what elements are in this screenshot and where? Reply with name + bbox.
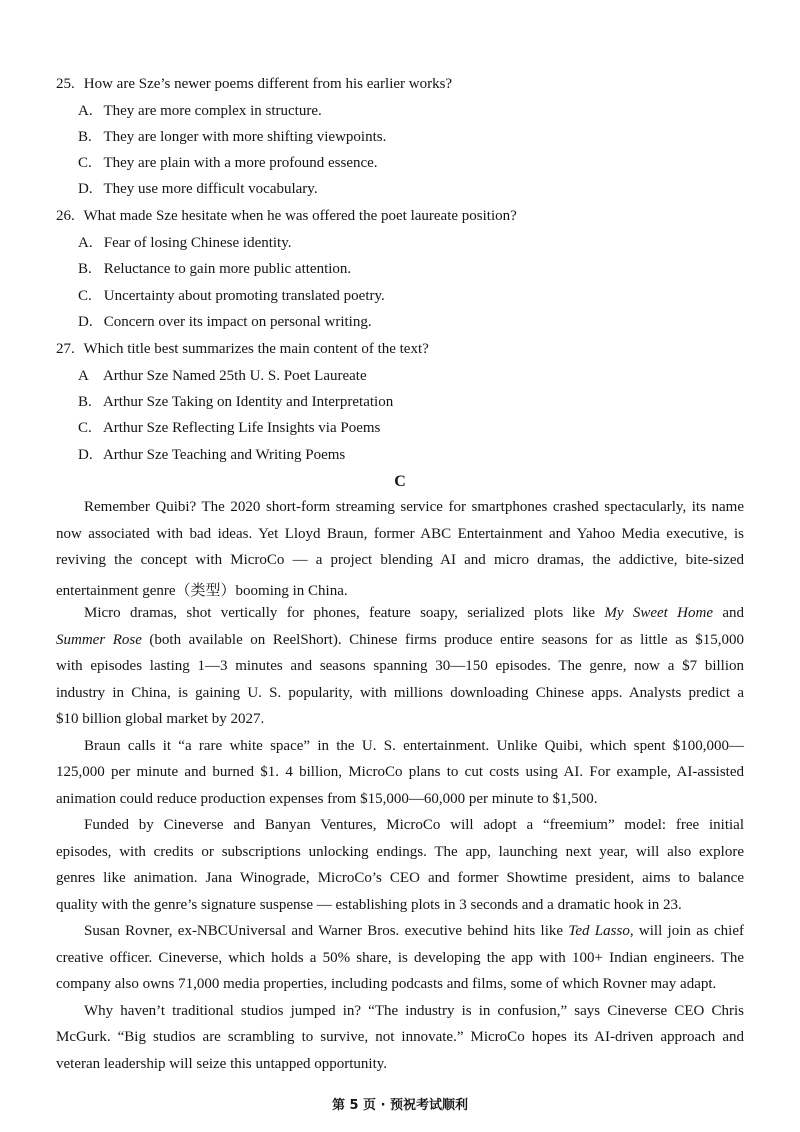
option-27d: D. Arthur Sze Teaching and Writing Poems: [78, 447, 346, 463]
passage-p1-line3: reviving the concept with MicroCo — a project blending AI and micro dramas, the addictive, bite-sized: [56, 552, 744, 568]
question-text: What made Sze hesitate when he was offered the poet laureate position?: [83, 208, 517, 224]
question-number: 26.: [56, 208, 75, 224]
option-25a: A. They are more complex in structure.: [78, 103, 322, 119]
passage-p5-line3: company also owns 71,000 media properties, including podcasts and films, some of which Rovner may adapt.: [56, 976, 717, 992]
drama-title: Summer Rose: [56, 632, 142, 648]
passage-p2-line3: with episodes lasting 1—3 minutes and seasons spanning 30—150 episodes. The genre, now a $7 billion: [56, 658, 744, 674]
option-26b: B. Reluctance to gain more public attention.: [78, 261, 352, 277]
passage-p2-line1: Micro dramas, shot vertically for phones, feature soapy, serialized plots like My Sweet Home and: [84, 605, 744, 621]
question-number: 27.: [56, 341, 75, 357]
section-heading: C: [394, 473, 406, 490]
passage-p2-line4: industry in China, is gaining U. S. popularity, with millions downloading Chinese apps. Analysts predict a: [56, 685, 744, 701]
passage-p5-line1: Susan Rovner, ex-NBCUniversal and Warner Bros. executive behind hits like Ted Lasso, will join as chief: [84, 923, 745, 939]
passage-p4-line4: quality with the genre’s signature suspense — establishing plots in 3 seconds and a dramatic hook in 23.: [56, 897, 682, 913]
passage-p1-line1: Remember Quibi? The 2020 short-form streaming service for smartphones crashed spectacularly, its name: [84, 499, 744, 515]
option-27b: B. Arthur Sze Taking on Identity and Interpretation: [78, 394, 394, 410]
passage-p2-line2: Summer Rose (both available on ReelShort). Chinese firms produce entire seasons for as little as $15,000: [56, 632, 745, 648]
passage-p4-line1: Funded by Cineverse and Banyan Ventures, MicroCo will adopt a “freemium” model: free initial: [84, 817, 744, 833]
option-26d: D. Concern over its impact on personal writing.: [78, 314, 372, 330]
show-title: Ted Lasso: [568, 923, 630, 939]
question-27: [56, 341, 429, 358]
option-25c: C. They are plain with a more profound essence.: [78, 155, 378, 171]
passage-p5-line2: creative officer. Cineverse, which holds a 50% share, is developing the app with 100+ Indian engineers. The: [56, 950, 744, 966]
passage-p4-line3: genres like animation. Jana Winograde, MicroCo’s CEO and former Showtime president, aims to balance: [56, 870, 744, 886]
passage-p2-line5: $10 billion global market by 2027.: [56, 711, 265, 727]
question-25: [56, 76, 452, 93]
option-25d: D. They use more difficult vocabulary.: [78, 181, 318, 197]
question-text: Which title best summarizes the main content of the text?: [83, 341, 429, 357]
passage-p3-line1: Braun calls it “a rare white space” in the U. S. entertainment. Unlike Quibi, which spent $100,000—: [84, 738, 744, 754]
passage-p1-line4: entertainment genre（类型）booming in China.: [56, 583, 348, 599]
passage-p4-line2: episodes, with credits or subscriptions unlocking endings. The app, launching next year, will also explore: [56, 844, 744, 860]
drama-title: My Sweet Home: [604, 605, 713, 621]
page-footer: 第 5 页 · 预祝考试顺利: [331, 1098, 469, 1113]
passage-p6-line2: McGurk. “Big studios are scrambling to survive, not innovate.” MicroCo hopes its AI-driven approach and: [56, 1029, 744, 1045]
option-26c: C. Uncertainty about promoting translated poetry.: [78, 288, 385, 304]
question-number: 25.: [56, 76, 75, 92]
option-27a: A Arthur Sze Named 25th U. S. Poet Laureate: [78, 368, 367, 384]
option-26a: A. Fear of losing Chinese identity.: [78, 235, 292, 251]
question-text: How are Sze’s newer poems different from his earlier works?: [83, 76, 453, 92]
passage-p3-line3: animation could reduce production expenses from $15,000—60,000 per minute to $1,500.: [56, 791, 598, 807]
passage-p3-line2: 125,000 per minute and burned $1. 4 billion, MicroCo plans to cut costs using AI. For example, AI-assisted: [56, 764, 744, 780]
passage-p1-line2: now associated with bad ideas. Yet Lloyd Braun, former ABC Entertainment and Yahoo Media executive, is: [56, 526, 744, 542]
question-26: [56, 208, 517, 225]
passage-p6-line3: veteran leadership will seize this untapped opportunity.: [56, 1056, 388, 1072]
option-25b: B. They are longer with more shifting viewpoints.: [78, 129, 387, 145]
passage-p6-line1: Why haven’t traditional studios jumped in? “The industry is in confusion,” says Cineverse CEO Chris: [84, 1003, 744, 1019]
option-27c: C. Arthur Sze Reflecting Life Insights via Poems: [78, 420, 381, 436]
